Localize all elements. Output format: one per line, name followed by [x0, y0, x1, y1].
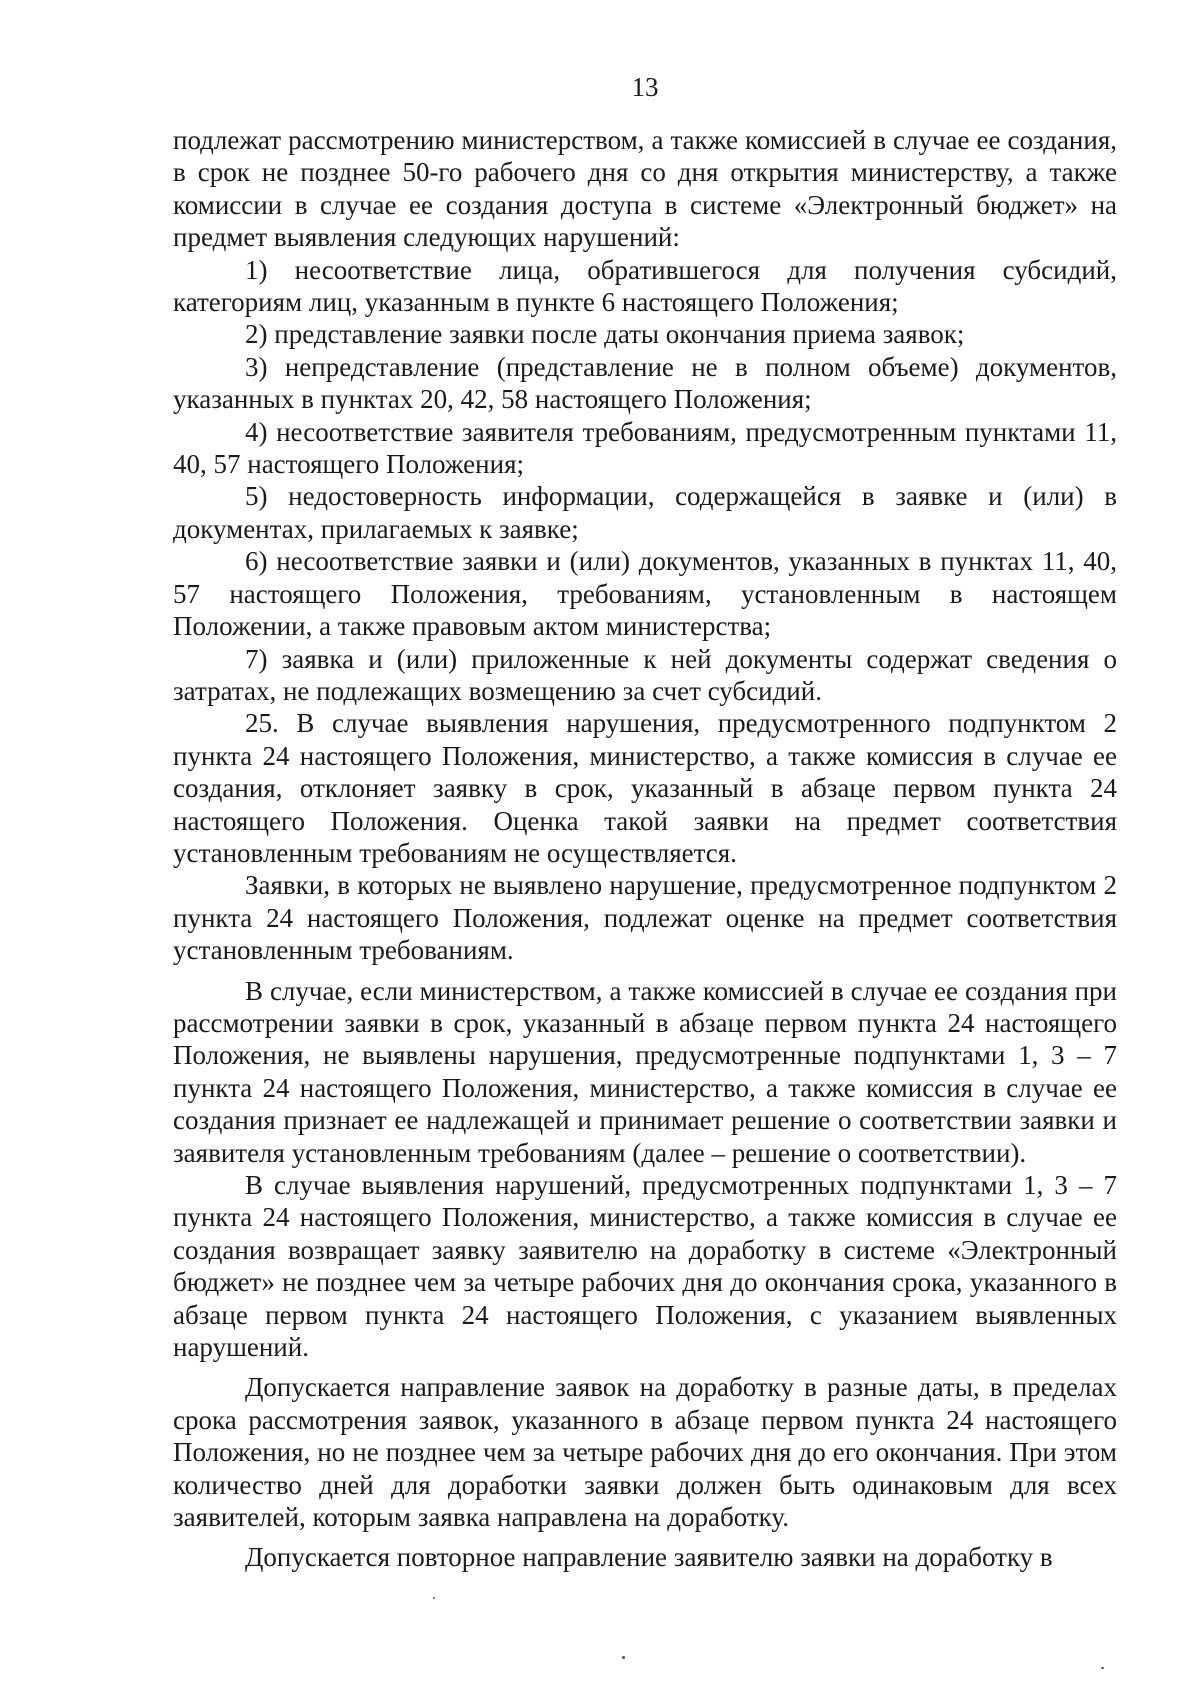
violation-item-3: 3) непредставление (представление не в полном объеме) документов, указанных в пунктах 20, 42, 58 настоящего Положения; [173, 351, 1117, 415]
paragraph-return-for-revision: В случае выявления нарушений, предусмотренных подпунктами 1, 3 – 7 пункта 24 настоящего Положения, министерство, а также комиссия в случае ее создания возвращает заявку заявителю на доработку в системе «Электронный бюджет» не позднее чем за четыре рабочих дня до окончания срока, указанного в абзаце первом пункта 24 настоящего Положения, с указанием выявленных нарушений. [173, 1170, 1117, 1363]
paragraph-intro: подлежат рассмотрению министерством, а также комиссией в случае ее создания, в срок не позднее 50-го рабочего дня со дня открытия министерству, а также комиссии в случае ее создания доступа в системе «Электронный бюджет» на предмет выявления следующих нарушений: [173, 125, 1117, 253]
document-body [173, 124, 1117, 1574]
violation-item-4: 4) несоответствие заявителя требованиям, предусмотренным пунктами 11, 40, 57 настоящего Положения; [173, 416, 1117, 480]
violation-item-5: 5) недостоверность информации, содержащейся в заявке и (или) в документах, прилагаемых к заявке; [173, 481, 1117, 544]
violation-item-2: 2) представление заявки после даты окончания приема заявок; [245, 319, 965, 350]
paragraph-no-violation: Заявки, в которых не выявлено нарушение, предусмотренное подпунктом 2 пункта 24 настоящего Положения, подлежат оценке на предмет соответствия установленным требованиям. [173, 870, 1117, 966]
violation-item-1: 1) несоответствие лица, обратившегося для получения субсидий, категориям лиц, указанным в пункте 6 настоящего Положения; [173, 254, 1117, 318]
violation-item-6: 6) несоответствие заявки и (или) документов, указанных в пунктах 11, 40, 57 настоящего Положения, требованиям, установленным в настоящем Положении, а также правовым актом министерства; [173, 546, 1117, 642]
scan-speck [433, 1597, 435, 1599]
paragraph-revision-dates: Допускается направление заявок на доработку в разные даты, в пределах срока рассмотрения заявок, указанного в абзаце первом пункта 24 настоящего Положения, но не позднее чем за четыре рабочих дня до его окончания. При этом количество дней для доработки заявки должен быть одинаковым для всех заявителей, которым заявка направлена на доработку. [173, 1372, 1117, 1533]
violation-item-7: 7) заявка и (или) приложенные к ней документы содержат сведения о затратах, не подлежащих возмещению за счет субсидий. [173, 643, 1117, 706]
paragraph-compliance-decision: В случае, если министерством, а также комиссией в случае ее создания при рассмотрении заявки в срок, указанный в абзаце первом пункта 24 настоящего Положения, не выявлены нарушения, предусмотренные подпунктами 1, 3 – 7 пункта 24 настоящего Положения, министерство, а также комиссия в случае ее создания признает ее надлежащей и принимает решение о соответствии заявки и заявителя установленным требованиям (далее – решение о соответствии). [173, 975, 1117, 1168]
clause-25: 25. В случае выявления нарушения, предусмотренного подпунктом 2 пункта 24 настоящего Положения, министерство, а также комиссия в случае ее создания, отклоняет заявку в срок, указанный в абзаце первом пункта 24 настоящего Положения. Оценка такой заявки на предмет соответствия установленным требованиям не осуществляется. [173, 708, 1117, 868]
page-number: 13 [631, 72, 659, 102]
paragraph-repeat-revision: Допускается повторное направление заявителю заявки на доработку в [245, 1542, 1053, 1573]
scan-speck [622, 1656, 625, 1659]
scan-speck [1101, 1667, 1104, 1669]
